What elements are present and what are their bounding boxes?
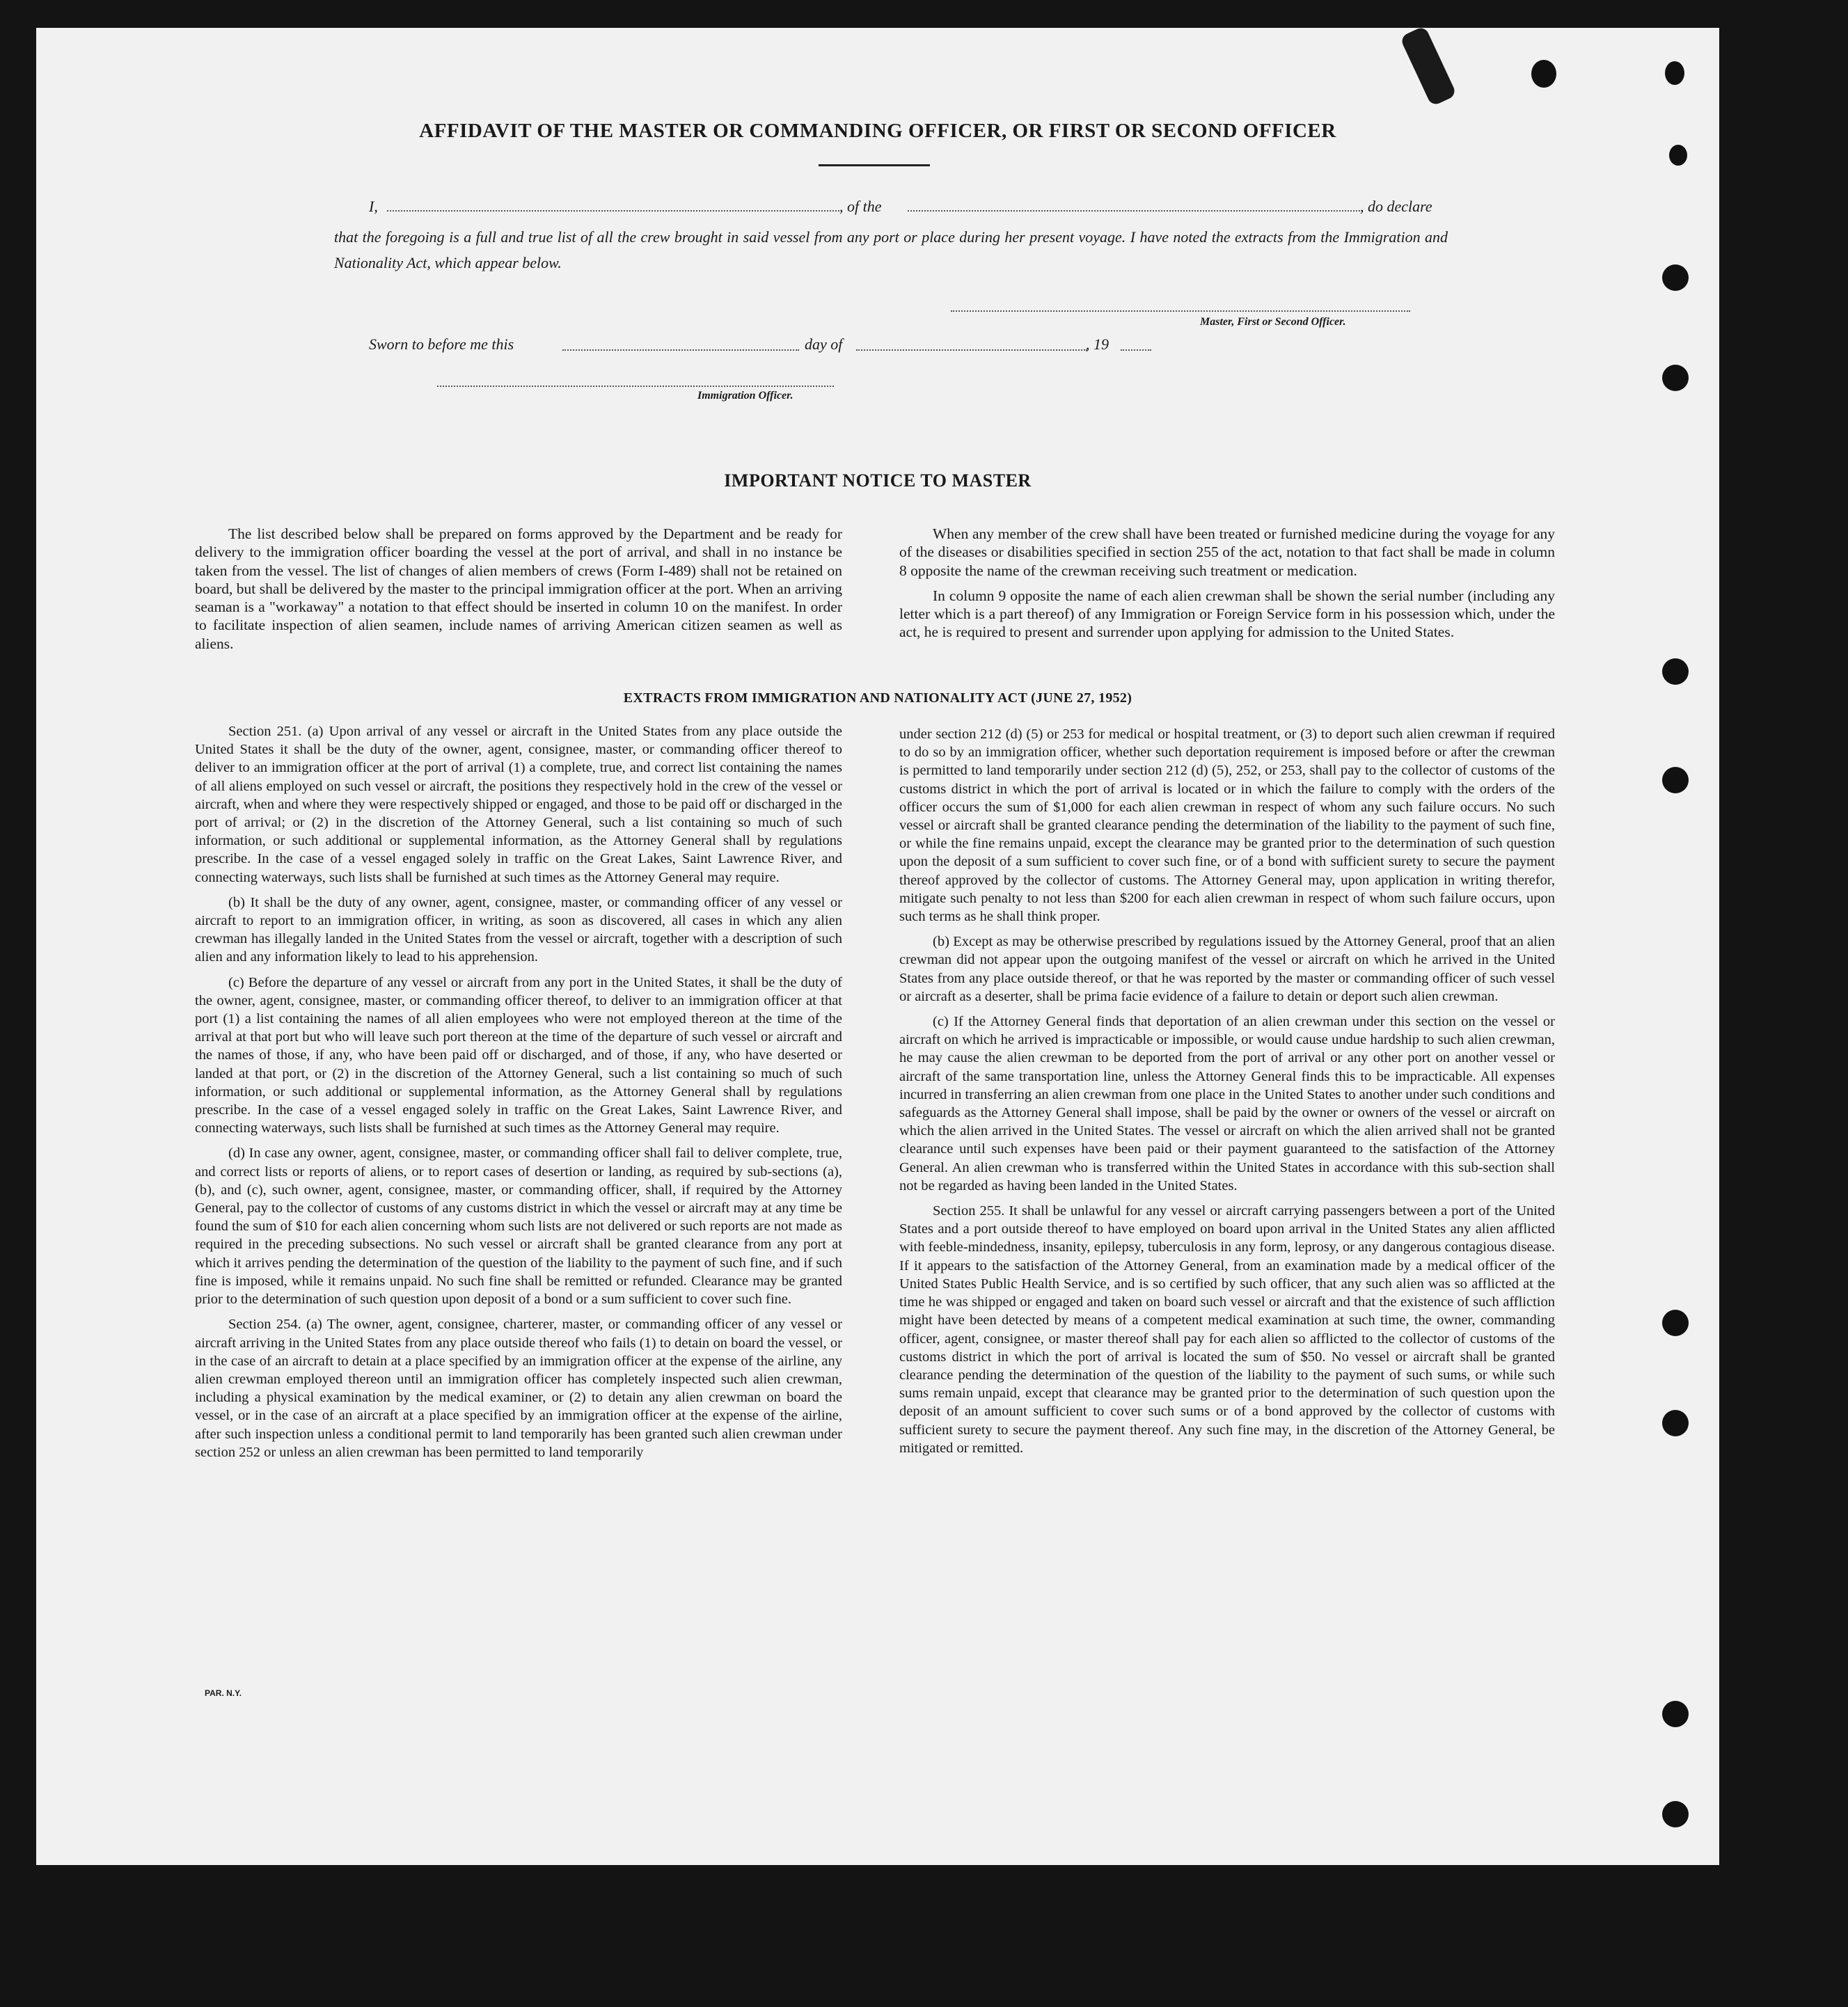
notice-right-column: [899, 525, 1555, 649]
ink-blot: [1531, 60, 1556, 88]
sworn-year-blank[interactable]: [1121, 349, 1151, 351]
officer-signature-label: Immigration Officer.: [697, 390, 793, 402]
punch-hole: [1662, 1410, 1689, 1436]
extract-paragraph: (c) If the Attorney General finds that deportation of an alien crewman under this section on the vessel or aircraft on which he arrived is impracticable or impossible, or would cause undue hardship to such alien crewman, he may cause the alien crewman to be deported from the port of arrival or any other port on another vessel or aircraft of the same transportation line, unless the Attorney General finds this to be impracticable. All expenses incurred in transferring an alien crewman from one place in the United States to another under such conditions and safeguards as the Attorney General shall impose, shall be paid by the owner or owners of the vessel or aircraft on which the alien arrived in the United States. The vessel or aircraft on which the alien arrived shall not be granted clearance until such expenses have been paid or their payment guaranteed to the satisfaction of the Attorney General. An alien crewman who is transferred within the United States in accordance with this sub-section shall not be regarded as having been landed in the United States.: [899, 1014, 1555, 1193]
notice-paragraph: In column 9 opposite the name of each alien crewman shall be shown the serial number (including any letter which is a part thereof) of any Immigration or Foreign Service form in his possession which, under the act, he is required to present and surrender upon applying for admission to the United States.: [899, 587, 1555, 641]
punch-hole: [1662, 1701, 1689, 1727]
punch-hole: [1669, 145, 1687, 166]
extracts-title: EXTRACTS FROM IMMIGRATION AND NATIONALITY ACT (JUNE 27, 1952): [623, 690, 1132, 706]
extracts-left-column: [195, 722, 842, 1468]
extract-paragraph: (c) Before the departure of any vessel or aircraft from any port in the United States, it shall be the duty of the owner, agent, consignee, master, or commanding officer thereof, to deliver to an immigration officer at that port (1) a list containing the names of all alien employees who were not employed thereon at the time of the arrival at that port but who will leave such port thereon at the time of the departure of such vessel or aircraft and the names of those, if any, who have been paid off or discharged, and of those, if any, who have deserted or landed at that port, or (2) in the discretion of the Attorney General, such a list containing so much of such information, or such additional or supplemental information, as the Attorney General shall by regulations prescribe. In the case of a vessel engaged solely in traffic on the Great Lakes, Saint Lawrence River, and connecting waterways, such lists shall be furnished at such times as the Attorney General may require.: [195, 974, 842, 1136]
day-of-label: day of: [805, 335, 843, 353]
extract-paragraph: under section 212 (d) (5) or 253 for medical or hospital treatment, or (3) to deport such alien crewman if required to do so by an immigration officer, whether such deportation requirement is imposed before or after the crewman is permitted to land temporarily under section 212 (d) (5), 252, or 253, shall pay to the collector of customs of the customs district in which the port of arrival is located or in which the failure to comply with the orders of the officer occurs the sum of $1,000 for each alien crewman in respect of whom any such failure occurs. No such vessel or aircraft shall be granted clearance pending the determination of the liability to the payment of such fine, or while the fine remains unpaid, except the clearance may be granted prior to the determination of such question upon the deposit of a sum sufficient to cover such fine, or of a bond with sufficient surety to secure the payment thereof approved by the collector of customs. The Attorney General may, upon application in writing therefor, mitigate such penalty to not less than $200 for each alien crewman in respect of whom such failure occurs, upon such terms as he shall think proper.: [899, 727, 1555, 925]
notice-left-column: [195, 525, 842, 660]
extract-paragraph: (b) It shall be the duty of any owner, agent, consignee, master, or commanding officer of any vessel or aircraft to report to an immigration officer, in writing, as soon as discovered, all cases in which any alien crewman has illegally landed in the United States from the vessel or aircraft, together with a description of such alien and any information likely to lead to his apprehension.: [195, 894, 842, 965]
affidavit-title: AFFIDAVIT OF THE MASTER OR COMMANDING OFFICER, OR FIRST OR SECOND OFFICER: [419, 120, 1336, 142]
document-page: [36, 28, 1719, 1865]
sworn-day-blank[interactable]: [562, 349, 799, 351]
punch-hole: [1662, 658, 1689, 685]
declaration-text: that the foregoing is a full and true list of all the crew brought in said vessel from any port or place during her present voyage. I have noted the extracts from the Immigration and Nationality Act, which appear below.: [334, 228, 1448, 271]
year-label: , 19: [1086, 335, 1109, 353]
printer-mark: PAR. N.Y.: [205, 1688, 242, 1698]
punch-hole: [1662, 365, 1689, 391]
notice-title: IMPORTANT NOTICE TO MASTER: [724, 470, 1032, 491]
punch-hole: [1662, 264, 1689, 291]
extract-paragraph: (d) In case any owner, agent, consignee, master, or commanding officer shall fail to deliver complete, true, and correct lists or reports of aliens, or to report cases of desertion or landing, as required by sub-sections (a), (b), and (c), such owner, agent, consignee, master, or commanding officer, shall, if required by the Attorney General, pay to the collector of customs of any customs district in which the vessel or aircraft may at any time be found the sum of $10 for each alien concerning whom such lists are not delivered or such reports are not made as required in the preceding subsections. No such vessel or aircraft shall be granted clearance from any port at which it arrives pending the determination of the question of the liability to the payment of such fine, and if such fine is imposed, while it remains unpaid. No such fine shall be remitted or refunded. Clearance may be granted prior to the determination of such question upon deposit of a bond or a sum sufficient to cover such fine.: [195, 1145, 842, 1308]
notice-paragraph: The list described below shall be prepared on forms approved by the Department and be ready for delivery to the immigration officer boarding the vessel at the port of arrival, and shall in no instance be taken from the vessel. The list of changes of alien members of crews (Form I-489) shall not be retained on board, but shall be delivered by the master to the principal immigration officer at the port. When an arriving seaman is a "workaway" a notation to that effect should be inserted in column 10 on the manifest. In order to facilitate inspection of alien seamen, include names of arriving American citizen seamen as well as aliens.: [195, 525, 842, 652]
do-declare-label: , do declare: [1360, 198, 1432, 215]
i-label: I,: [369, 198, 378, 215]
punch-hole: [1665, 61, 1684, 85]
punch-hole: [1662, 1310, 1689, 1336]
title-rule: [819, 164, 930, 166]
punch-hole: [1662, 1801, 1689, 1827]
sworn-month-blank[interactable]: [856, 349, 1087, 351]
extract-paragraph: Section 255. It shall be unlawful for any vessel or aircraft carrying passengers between a port of the United States and a port outside thereof to have employed on board upon arrival in the United States any alien afflicted with feeble-mindedness, insanity, epilepsy, tuberculosis in any form, leprosy, or any dangerous contagious disease. If it appears to the satisfaction of the Attorney General, from an examination made by a medical officer of the United States Public Health Service, and is so certified by such officer, that any such alien was so afflicted at the time he was shipped or engaged and taken on board such vessel or aircraft and that the existence of such affliction might have been detected by means of a competent medical examination at such time, the owner, commanding officer, agent, consignee, or master thereof shall pay for each alien so afflicted to the collector of customs of the customs district in which the port of arrival is located the sum of $50. No vessel or aircraft shall be granted clearance pending the determination of the question of the liability to the payment of such sums, or while such sums remain unpaid, except that clearance may be granted prior to the determination of such question upon the deposit of an amount sufficient to cover such sums or of a bond approved by the collector of customs with sufficient surety to secure the payment thereof. Any such fine may, in the discretion of the Attorney General, be mitigated or remitted.: [899, 1203, 1555, 1456]
extract-paragraph: (b) Except as may be otherwise prescribed by regulations issued by the Attorney General, proof that an alien crewman did not appear upon the outgoing manifest of the vessel or aircraft on which he arrived in the United States from any place outside thereof, or that he was reported by the master or commanding officer of such vessel or aircraft as a deserter, shall be prima facie evidence of a failure to detain or deport such alien crewman.: [899, 934, 1555, 1004]
master-signature-label: Master, First or Second Officer.: [1200, 316, 1346, 328]
extract-paragraph: Section 254. (a) The owner, agent, consignee, charterer, master, or commanding officer of any vessel or aircraft arriving in the United States from any place outside thereof who fails (1) to detain on board the vessel, or in the case of an aircraft to detain at a place specified by an immigration officer at the expense of the airline, any alien crewman employed thereon until an immigration officer has completely inspected such alien crewman, including a physical examination by the medical examiner, or (2) to detain any alien crewman on board the vessel, or in the case of an aircraft at a place specified by an immigration officer at the expense of the airline, after such inspection unless a conditional permit to land temporarily has been granted such alien crewman under section 252 or unless an alien crewman has been permitted to land temporarily: [195, 1317, 842, 1460]
extract-paragraph: Section 251. (a) Upon arrival of any vessel or aircraft in the United States from any place outside the United States it shall be the duty of the owner, agent, consignee, master, or commanding officer thereof to deliver to an immigration officer at the port of arrival (1) a complete, true, and correct list containing the names of all aliens employed on such vessel or aircraft, the positions they respectively hold in the crew of the vessel or aircraft, when and where they were respectively shipped or engaged, and those to be paid off or discharged in the port of arrival; or (2) in the discretion of the Attorney General, such a list containing so much of such information, or such additional or supplemental information, as the Attorney General shall by regulations prescribe. In the case of a vessel engaged solely in traffic on the Great Lakes, Saint Lawrence River, and connecting waterways, such lists shall be furnished at such times as the Attorney General may require.: [195, 724, 842, 885]
sworn-label: Sworn to before me this: [369, 335, 514, 353]
notice-paragraph: When any member of the crew shall have been treated or furnished medicine during the voyage for any of the diseases or disabilities specified in section 255 of the act, notation to that fact shall be made in column 8 opposite the name of the crewman receiving such treatment or medication.: [899, 525, 1555, 579]
master-signature-line[interactable]: [951, 310, 1410, 312]
name-blank-line[interactable]: [387, 210, 839, 212]
of-the-label: , of the: [839, 198, 882, 215]
scan-mark: [1400, 26, 1458, 107]
punch-hole: [1662, 767, 1689, 793]
extracts-right-column: [899, 725, 1555, 1464]
officer-signature-line[interactable]: [437, 386, 834, 387]
vessel-blank-line[interactable]: [908, 210, 1363, 212]
